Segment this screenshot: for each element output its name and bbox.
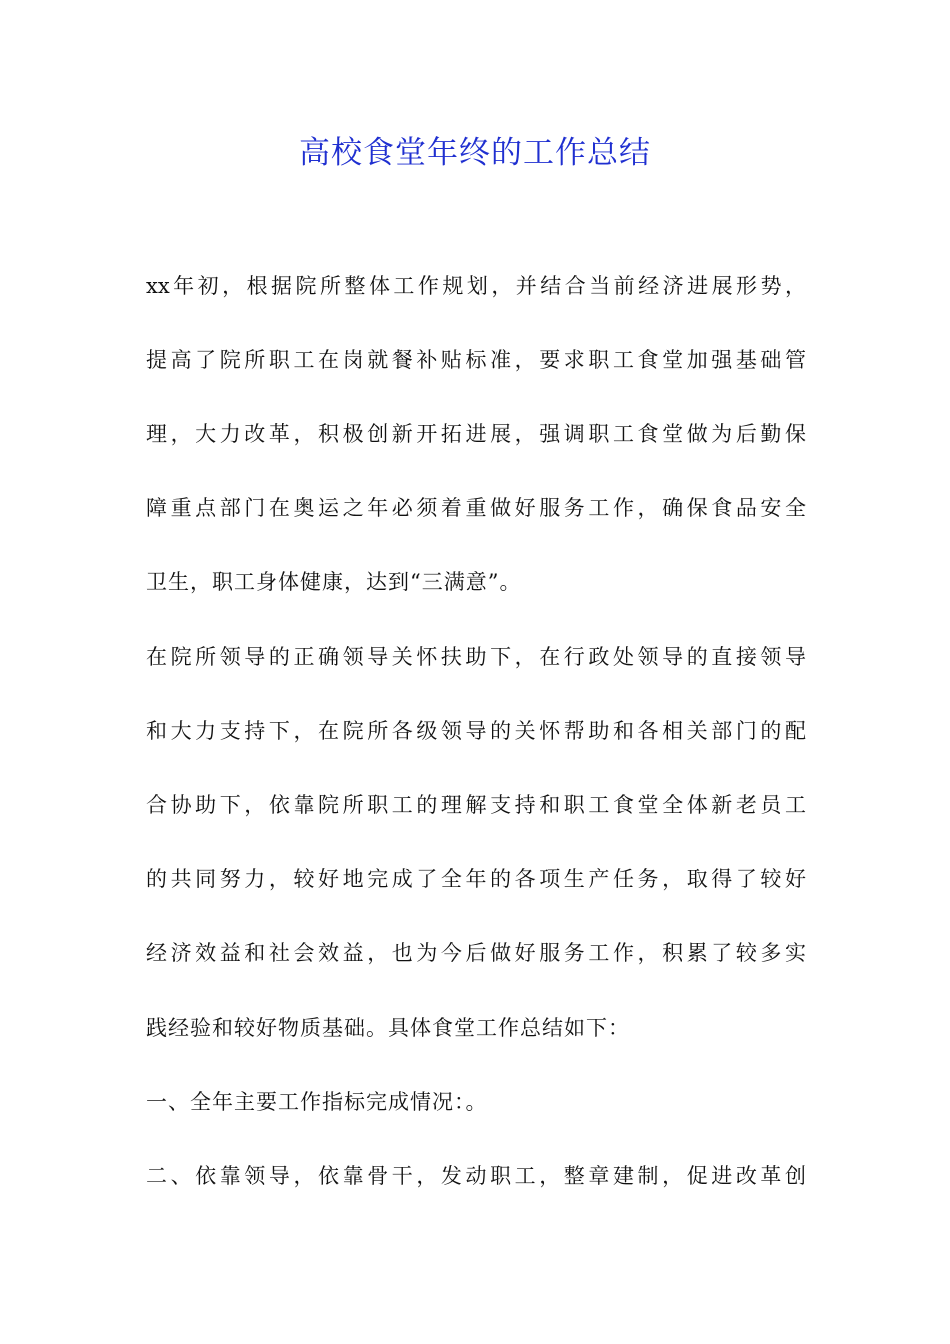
document-title: 高校食堂年终的工作总结 xyxy=(299,135,651,171)
paragraph-line: 践经验和较好物质基础。具体食堂工作总结如下： xyxy=(146,1016,630,1040)
paragraph-line: 提高了院所职工在岗就餐补贴标准，要求职工食堂加强基础管 xyxy=(146,348,806,372)
paragraph-line: 和大力支持下，在院所各级领导的关怀帮助和各相关部门的配 xyxy=(146,719,806,743)
paragraph-line: 的共同努力，较好地完成了全年的各项生产任务，取得了较好 xyxy=(146,867,806,891)
section-heading: 二、依靠领导，依靠骨干，发动职工，整章建制，促进改革创 xyxy=(146,1164,806,1188)
paragraph-line: 障重点部门在奥运之年必须着重做好服务工作，确保食品安全 xyxy=(146,496,806,520)
paragraph-line: xx年初，根据院所整体工作规划，并结合当前经济进展形势， xyxy=(146,274,806,298)
paragraph-line: 经济效益和社会效益，也为今后做好服务工作，积累了较多实 xyxy=(146,941,806,965)
paragraph-line: 在院所领导的正确领导关怀扶助下，在行政处领导的直接领导 xyxy=(146,645,806,669)
section-heading: 一、全年主要工作指标完成情况：。 xyxy=(146,1090,488,1114)
paragraph-line: 合协助下，依靠院所职工的理解支持和职工食堂全体新老员工 xyxy=(146,793,806,817)
paragraph-line: 理，大力改革，积极创新开拓进展，强调职工食堂做为后勤保 xyxy=(146,422,806,446)
paragraph-line: 卫生，职工身体健康，达到“三满意”。 xyxy=(146,570,522,594)
